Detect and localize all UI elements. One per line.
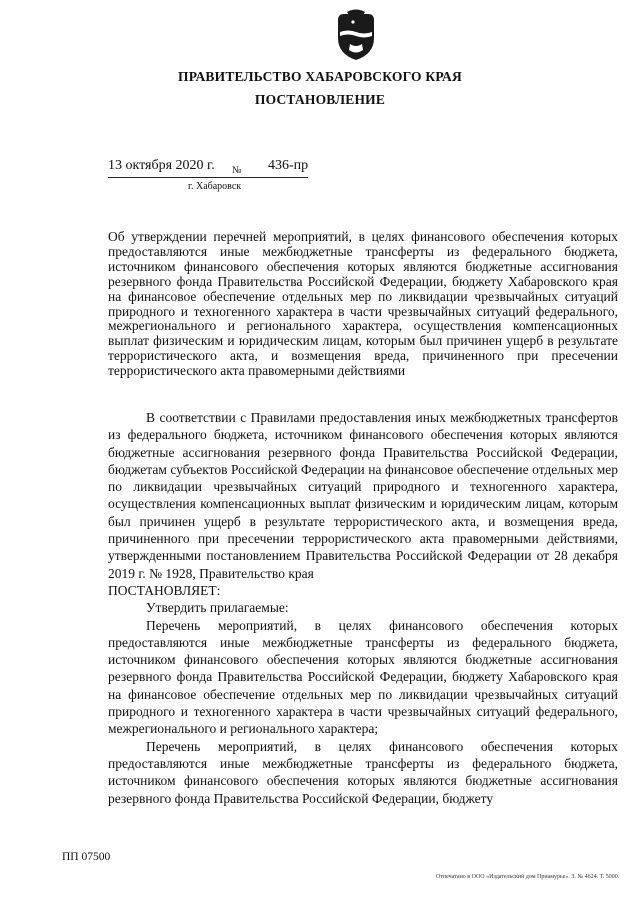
document-body <box>108 409 618 807</box>
body-paragraph: Перечень мероприятий, в целях финансового обеспечения которых предоставляются иные межбюджетные трансферты из федерального бюджета, источником финансового обеспечения которых являются бюджетные ассигнования резервного фонда Правительства Российской Федерации, бюджету Хабаровского края на финансовое обеспечение отдельных мер по ликвидации чрезвычайных ситуаций природного и техногенного характера в части чрезвычайных ситуаций федерального, межрегионального и регионального характера; <box>108 617 618 737</box>
body-paragraph: Утвердить прилагаемые: <box>146 600 289 616</box>
body-paragraph: В соответствии с Правилами предоставления иных межбюджетных трансфертов из федерального бюджета, источником финансового обеспечения которых являются бюджетные ассигнования резервного фонда Правительства Российской Федерации, бюджетам субъектов Российской Федерации на финансовое обеспечение отдельных мер по ликвидации чрезвычайных ситуаций природного и техногенного характера, осуществления компенсационных выплат физическим и юридическим лицам, которым был причинен ущерб в результате террористического акта, и возмещения вреда, причиненного при пресечении террористического акта правомерными действиями, утвержденными постановлением Правительства Российской Федерации от 28 декабря 2019 г. № 1928, Правительство края <box>108 410 618 581</box>
document-date: 13 октября 2020 г. <box>108 158 215 173</box>
document-subject: Об утверждении перечней мероприятий, в целях финансового обеспечения которых предоставляются иные межбюджетные трансферты из федерального бюджета, источником финансового обеспечения которых являются бюджетные ассигнования резервного фонда Правительства Российской Федерации, бюджету Хабаровского края на финансовое обеспечение отдельных мер по ликвидации чрезвычайных ситуаций природного и техногенного характера в части чрезвычайных ситуаций федерального, межрегионального и регионального характера, осуществления компенсационных выплат физическим и юридическим лицам, которым был причинен ущерб в результате террористического акта, и возмещения вреда, причиненного при пресечении террористического акта правомерными действиями <box>108 229 618 379</box>
document-number: 436-пр <box>268 158 309 173</box>
form-code: ПП 07500 <box>62 851 111 863</box>
body-paragraph: Перечень мероприятий, в целях финансового обеспечения которых предоставляются иные межбюджетные трансферты из федерального бюджета, источником финансового обеспечения которых являются бюджетные ассигнования резервного фонда Правительства Российской Федерации, бюджету <box>108 738 618 806</box>
number-sign: № <box>232 165 242 176</box>
date-underline <box>108 177 308 178</box>
coat-of-arms-icon <box>333 8 379 62</box>
decree-heading: ПОСТАНОВЛЯЕТ: <box>108 582 221 598</box>
printer-note: Отпечатано в ООО «Издательский дом Приамурье». З. № 4624. Т. 5000. <box>436 874 620 880</box>
document-type: ПОСТАНОВЛЕНИЕ <box>254 92 386 107</box>
organization-name: ПРАВИТЕЛЬСТВО ХАБАРОВСКОГО КРАЯ <box>178 69 462 84</box>
document-city: г. Хабаровск <box>188 181 242 192</box>
